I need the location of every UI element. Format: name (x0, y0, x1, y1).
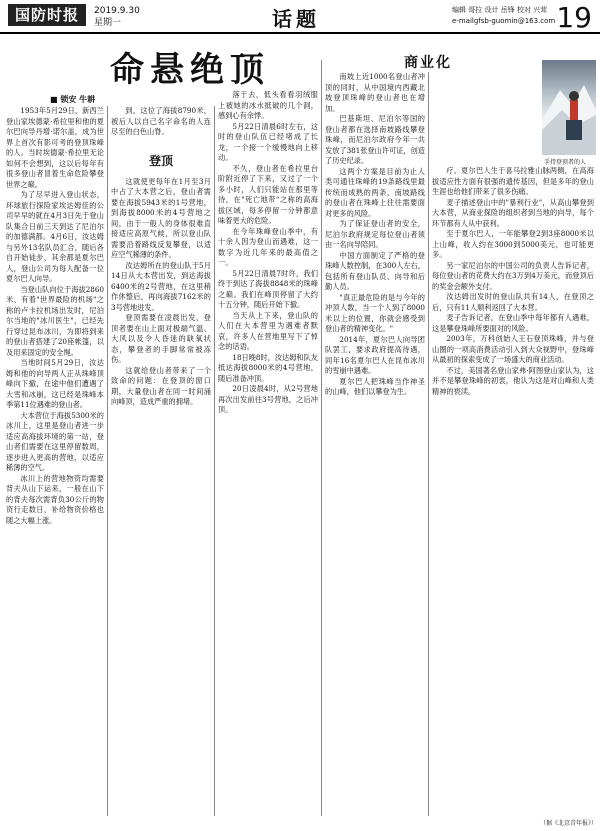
paragraph: 18日晚8时，汝达姆和队友抵达海拔8000米的4号营地，随后准备冲顶。 (218, 352, 318, 383)
column-divider (107, 106, 108, 816)
source-note: （据《北京青年报》） (540, 820, 598, 827)
paragraph: 当地时间5月29日，汝达姆和他的向导两人正从珠峰顶峰向下撤，在途中他们遭遇了大雪和冰崩，这已经是珠峰本季第11位遇难的登山者。 (6, 358, 104, 409)
summit-climber-image (542, 60, 596, 155)
page-number: 19 (556, 1, 592, 34)
article-column-2 (111, 106, 211, 816)
paragraph: 南坡上近1000名登山者冲顶的同时，从中国境内西藏北坡登顶珠峰的登山者也在增加。 (325, 72, 425, 113)
paragraph: 在今年珠峰登山季中，有十余人因为登山而遇难，这一数字为近几年来的最高值之一。 (218, 226, 318, 267)
article-author: ■ 锁安 牛耕 (50, 95, 96, 104)
paragraph: 中国方面制定了严格的登珠峰人数控制，在300人左右，包括所有登山队员、向导和后勤人员。 (325, 250, 425, 291)
paragraph: 20日凌晨4时，从2号营地再次出发前往3号营地，之后冲顶。 (218, 384, 318, 414)
paragraph: "真正最危险的是与今年的冲顶人数，当一个人到了8000米以上的位置，你就会感受到登山者的精神变化。" (325, 292, 425, 333)
column-divider (214, 106, 215, 816)
staff-line-1: 编辑 哥拉 设计 岳锋 校对 兴茸 (452, 6, 548, 14)
paragraph: 到，这位了海拔8790米，被后人以自己名字命名的人连尽至的白色山脊。 (111, 106, 211, 136)
weekday-text: 星期一 (94, 18, 122, 28)
masthead (0, 0, 600, 34)
paragraph: 汝达姆所在的登山队于5月14日从大本营出发，到达海拔6400米的2号营地，在这里稍作休整后，再向海拔7162米的3号营地进发。 (111, 260, 211, 312)
paragraph: 5月22日清晨7时许，我们终于到达了海拔8848米的珠峰之巅。我们在峰顶停留了大约十五分钟，随后开始下撤。 (218, 268, 318, 309)
paragraph: 大本营位于海拔5300米的冰川上，这里是登山者进一步适应高海拔环境的第一站，登山者们需要在这里停留数周，逐步进入更高的营地，以适应稀薄的空气。 (6, 410, 104, 472)
article-column-3 (218, 90, 318, 816)
paragraph: 这就给登山者带来了一个致命的问题：在登顶的窗口期，大量登山者在同一时间涌向峰顶，造成严重的拥堵。 (111, 365, 211, 406)
column-divider (428, 72, 429, 816)
article-column-4 (325, 72, 425, 816)
paragraph: 为了尽早进入登山状态，环球旅行探险家埃达姆佳的公司早早的就在4月3日先于登山队集合日前三天到达了尼泊尔的加德满都。4月6日，汝达姆与另外13名队员汇合，随后各自开始徒步，其余都是夏尔巴人，登山公司为每人配备一位夏尔巴人向导。 (6, 190, 104, 283)
paragraph: 冰川上的营地物资均需要背夫从山下运来，一般在山下的背夫每次需背负30公斤的物资行走数日，补给物资价格也随之大幅上涨。 (6, 473, 104, 525)
paragraph: 这就使更每年在1月至3月中占了大本营之后，登山者需要在海拔5943米的1号营地，到海拔8000米的4号营地之间，由于一般人的身体很难直接适应高原气候，所以登山队需要沿着路线反复攀登，以适应空气稀薄的条件。 (111, 176, 211, 259)
paragraph: 5月22日清晨6时左右，这时的登山队伍已经堵成了长龙，一个接一个缓慢地向上移动。 (218, 121, 318, 162)
paragraph: 当登山队向位于海拔2860米、有着"世界最险的机场"之称的卢卡拉机场出发时，尼泊尔当地的"冰川医生"，已经先行穿过昆布冰川，为即将到来的登山者搭建了20座帐篷，以及用来固定的安全绳。 (6, 284, 104, 357)
subheading-summit: 登顶 (148, 153, 173, 168)
article-column-5 (432, 166, 594, 816)
paragraph: 麦子告诉记者，在登山季中每年都有人遇难，这是攀登珠峰所要面对的风险。 (432, 313, 594, 333)
staff-line-2: e-mailgfsb-guomin@163.com (452, 17, 556, 25)
paragraph: 麦子描述登山中的"暴利行业"，从高山攀登到大本营，从商业探险的组织者到当地的向导，每个环节都有人从中获利。 (432, 197, 594, 228)
paragraph: 2014年，夏尔巴人向导团队罢工，要求政府提高待遇，同年16名夏尔巴人在昆布冰川的雪崩中遇难。 (325, 334, 425, 375)
paragraph: 这两个方案是目前为止人类可通往珠峰的19条路线里最传统而成熟的两条，南坡路线的登山者在珠峰上往往需要面对更多的风险。 (325, 166, 425, 218)
paragraph: 2003年，万科创始人王石登顶珠峰，并与登山圈的一项高消费活动引入到大众视野中，登珠峰从最初的探索变成了一场盛大的商业活动。 (432, 334, 594, 364)
paragraph: 落于去，低头看看羽绒服上被她的冰水抵破的几个洞，感到心有余悸。 (218, 90, 318, 120)
issue-date (94, 5, 140, 29)
paragraph: 登顶需要在凌晨出发，登顶者要在山上面对极端气温、大风以及令人昏迷的缺氧状态，攀登者的手脚常常被冻伤。 (111, 313, 211, 364)
paragraph: 至于夏尔巴人，一年能攀登2到3座8000米以上山峰，收入约在3000到5000美元，也可能更多。 (432, 229, 594, 259)
article-title: 命悬绝顶 (110, 50, 270, 90)
article-column-1 (6, 106, 104, 816)
date-text: 2019.9.30 (94, 6, 140, 16)
paragraph: 1953年5月29日，新西兰登山家埃德蒙·希拉里和他的夏尔巴向导丹增·诺尔盖，成为世界上首次有影可考的登顶珠峰的人。当时埃德蒙·希拉里无论如何不会想到，这以后每年有很多登山者冒着生命危险攀登世界之巅。 (6, 106, 104, 189)
paragraph: 夏尔巴人把珠峰当作神圣的山峰，他们以攀登为生。 (325, 376, 425, 396)
paragraph: 不久，登山者在希拉里台阶附近停了下来，又过了一个多小时，人们只能站在那里等待，在"死亡地带"之称的高海拔区域，每多停留一分钟都意味着更大的危险。 (218, 163, 318, 225)
article2-title: 商业化 (404, 55, 452, 71)
staff-credits (452, 5, 555, 27)
paragraph: 不过，美国著名登山家弗·阿图登山家认为，这并不是攀登珠峰的初衷，他认为这是对山峰和人类精神的亵渎。 (432, 365, 594, 396)
paragraph: 巴基斯坦、尼泊尔等国的登山者都在选择南坡路线攀登珠峰，而尼泊尔政府今年一共发放了381张登山许可证，创造了历史纪录。 (325, 114, 425, 165)
mountain-photo (542, 60, 596, 155)
newspaper-logo: 国防时报 (8, 4, 86, 26)
paragraph: 另一家尼泊尔的中国公司的负责人告诉记者，每位登山者的花费大约在3万到4万美元，而登顶后的奖金会额外支付。 (432, 260, 594, 291)
paragraph: 为了保证登山者的安全，尼泊尔政府规定每位登山者须由一名向导陪同。 (325, 219, 425, 249)
section-title: 话题 (272, 7, 320, 31)
paragraph: 当天从上下来，登山队的人们在大本营里为遇难者默哀，许多人在营地里写下了悼念的话语。 (218, 310, 318, 351)
column-divider (321, 60, 322, 816)
paragraph: 汝达姆出发时的登山队共有14人，在登顶之后，只有11人顺利返回了大本营。 (432, 292, 594, 312)
photo-caption: 手持登顶者的人 (544, 159, 587, 166)
paragraph: 疗。夏尔巴人生于喜马拉雅山脉两侧，在高海拔适应性方面有很强的遗传基因，但是多年的登山生涯也给他们带来了很多伤痛。 (432, 166, 594, 196)
